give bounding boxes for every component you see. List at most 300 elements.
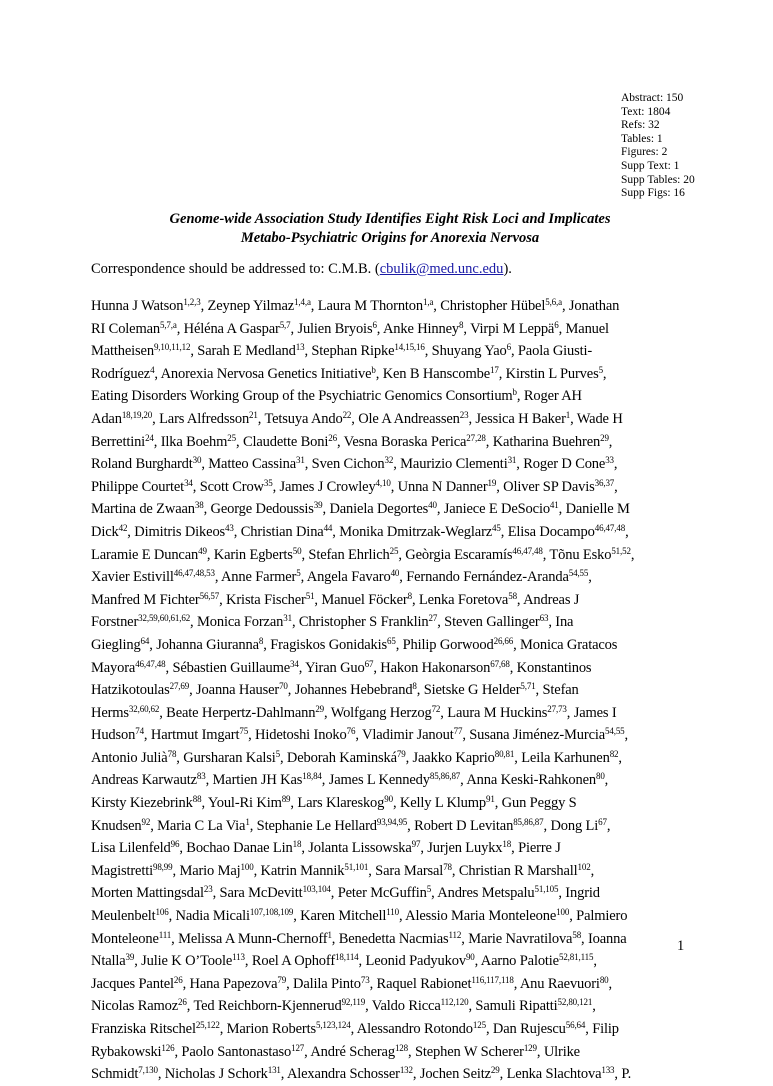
author-name: , Leila Karhunen bbox=[514, 749, 610, 766]
author-name: , Sara McDevitt bbox=[212, 885, 303, 902]
author-name: , Katharina Buehren bbox=[485, 433, 601, 450]
author-name: , Susana Jiménez-Murcia bbox=[462, 727, 606, 744]
author-name: Hunna J Watson bbox=[91, 298, 184, 314]
author-name: , bbox=[624, 727, 629, 744]
affiliation-superscript: 5,6,a bbox=[545, 297, 562, 307]
author-name: , bbox=[613, 456, 618, 473]
affiliation-superscript: 103,104 bbox=[302, 884, 331, 895]
author-name: , Katrin Mannik bbox=[253, 862, 345, 879]
author-name: , Karen Mitchell bbox=[293, 908, 387, 925]
affiliation-superscript: 23 bbox=[203, 884, 213, 895]
affiliation-superscript: 72 bbox=[431, 703, 441, 714]
affiliation-superscript: 22 bbox=[342, 409, 352, 420]
affiliation-superscript: 78 bbox=[167, 748, 177, 759]
affiliation-superscript: 75 bbox=[239, 726, 249, 737]
author-name: , Vesna Boraska Perica bbox=[336, 433, 467, 450]
affiliation-superscript: 30 bbox=[192, 455, 202, 466]
affiliation-superscript: b bbox=[512, 387, 517, 398]
affiliation-superscript: 31 bbox=[296, 455, 305, 466]
author-name: , bbox=[630, 546, 635, 563]
author-name: , Tõnu Esko bbox=[542, 546, 612, 563]
stat-line: Refs: 32 bbox=[621, 119, 660, 132]
author-name: , Bochao Danae Lin bbox=[179, 840, 293, 857]
author-name: , Monica Forzan bbox=[190, 614, 284, 631]
affiliation-superscript: 27,28 bbox=[466, 432, 486, 443]
affiliation-superscript: 27,73 bbox=[547, 703, 567, 714]
author-name: , Andres Metspalu bbox=[431, 885, 535, 902]
author-name: , Lars Alfredsson bbox=[152, 410, 250, 427]
affiliation-superscript: 54,55 bbox=[605, 726, 625, 737]
author-name: , Kirstin L Purves bbox=[498, 365, 599, 382]
affiliation-superscript: 76 bbox=[346, 726, 356, 737]
author-name: , Stephan Ripke bbox=[304, 343, 395, 360]
author-name: , Elisa Docampo bbox=[500, 523, 595, 540]
author-line bbox=[91, 634, 687, 657]
author-name: Knudsen bbox=[91, 817, 142, 834]
author-name: , Roger D Cone bbox=[516, 456, 606, 473]
author-name: , Ilka Boehm bbox=[153, 433, 228, 450]
author-name: , André Scherag bbox=[304, 1043, 395, 1060]
author-name: Mayora bbox=[91, 659, 136, 676]
stat-line: Tables: 1 bbox=[621, 132, 663, 145]
affiliation-superscript: 6 bbox=[506, 342, 511, 353]
affiliation-superscript: 125 bbox=[472, 1020, 486, 1030]
affiliation-superscript: 46,47,48,53 bbox=[173, 568, 215, 579]
affiliation-superscript: 5 bbox=[296, 568, 301, 579]
author-name: , Anne Farmer bbox=[214, 569, 297, 586]
author-line bbox=[91, 1018, 687, 1041]
author-name: , Paola Giusti- bbox=[510, 343, 593, 360]
author-line bbox=[91, 995, 687, 1018]
affiliation-superscript: 9,10,11,12 bbox=[153, 342, 191, 353]
affiliation-superscript: 52,81,115 bbox=[558, 952, 594, 963]
author-name: , Sarah E Medland bbox=[190, 343, 296, 360]
author-name: Jacques Pantel bbox=[91, 975, 174, 992]
affiliation-superscript: 45 bbox=[492, 522, 501, 533]
author-name: Herms bbox=[91, 704, 129, 721]
affiliation-superscript: 5 bbox=[598, 364, 603, 375]
author-name: , Beate Herpertz-Dahlmann bbox=[159, 704, 316, 721]
author-line bbox=[91, 340, 687, 363]
author-name: , Ingrid bbox=[558, 885, 600, 902]
author-name: , bbox=[588, 569, 592, 586]
author-name: , Joanna Hauser bbox=[189, 682, 280, 699]
affiliation-superscript: 64 bbox=[140, 635, 150, 646]
author-name: RI Coleman bbox=[91, 320, 160, 337]
affiliation-superscript: 1,4,a bbox=[294, 297, 311, 307]
affiliation-superscript: 113 bbox=[232, 952, 245, 963]
affiliation-superscript: 50 bbox=[292, 545, 302, 556]
author-name: , Scott Crow bbox=[192, 478, 264, 495]
author-name: , Christopher S Franklin bbox=[291, 614, 429, 631]
author-name: , Oliver SP Davis bbox=[496, 478, 595, 495]
author-name: , Paolo Santonastaso bbox=[174, 1043, 292, 1060]
affiliation-superscript: 17 bbox=[489, 364, 499, 375]
author-name: , Anu Raevuori bbox=[513, 975, 600, 992]
author-line bbox=[91, 769, 687, 792]
author-line bbox=[91, 950, 687, 973]
author-name: , Karin Egberts bbox=[206, 546, 293, 563]
affiliation-superscript: 51,101 bbox=[344, 861, 369, 872]
author-line bbox=[91, 860, 687, 883]
affiliation-superscript: 6 bbox=[554, 319, 559, 330]
affiliation-superscript: 90 bbox=[465, 952, 475, 963]
author-name: , Vladimir Janout bbox=[355, 727, 454, 744]
author-name: , Hana Papezova bbox=[182, 975, 278, 992]
affiliation-superscript: 1 bbox=[245, 816, 250, 827]
affiliation-superscript: 18 bbox=[502, 839, 512, 850]
author-name: , Daniela Degortes bbox=[322, 501, 429, 518]
affiliation-superscript: 38 bbox=[194, 500, 204, 511]
stat-line: Text: 1804 bbox=[621, 105, 671, 118]
author-line bbox=[91, 589, 687, 612]
affiliation-superscript: 67,68 bbox=[490, 658, 510, 669]
page-number: 1 bbox=[677, 938, 685, 954]
manuscript-stats bbox=[621, 92, 695, 201]
author-name: Magistretti bbox=[91, 862, 153, 879]
author-name: Adan bbox=[91, 410, 122, 427]
correspondence-line bbox=[91, 261, 512, 278]
affiliation-superscript: 100 bbox=[556, 907, 570, 918]
author-name: Dick bbox=[91, 523, 119, 540]
author-name: , Martien JH Kas bbox=[205, 772, 303, 789]
affiliation-superscript: 31 bbox=[507, 455, 517, 466]
author-name: , Benedetta Nacmias bbox=[331, 930, 449, 947]
affiliation-superscript: 19 bbox=[487, 477, 497, 488]
affiliation-superscript: 56,64 bbox=[565, 1020, 586, 1030]
author-name: , Ina bbox=[548, 614, 574, 631]
affiliation-superscript: 89 bbox=[281, 794, 291, 805]
paper-title bbox=[90, 210, 690, 248]
author-line bbox=[91, 385, 687, 408]
author-name: , Johannes Hebebrand bbox=[287, 682, 413, 699]
author-name: , Peter McGuffin bbox=[330, 885, 427, 902]
author-line bbox=[91, 611, 687, 634]
affiliation-superscript: 98,99 bbox=[152, 861, 173, 872]
author-name: , Ken B Hanscombe bbox=[375, 365, 490, 382]
author-name: , Valdo Ricca bbox=[365, 998, 441, 1015]
author-line bbox=[91, 295, 687, 318]
author-name: Berrettini bbox=[91, 433, 146, 450]
affiliation-superscript: 34 bbox=[290, 658, 299, 669]
affiliation-superscript: 21 bbox=[249, 409, 258, 420]
affiliation-superscript: 107,108,109 bbox=[249, 907, 294, 918]
author-name: , bbox=[608, 975, 612, 992]
affiliation-superscript: 18 bbox=[292, 839, 302, 850]
author-name: , Yiran Guo bbox=[298, 659, 365, 676]
affiliation-superscript: 85,86,87 bbox=[513, 816, 544, 827]
author-name: , P. bbox=[614, 1066, 632, 1083]
author-name: , Laura M Huckins bbox=[440, 704, 548, 721]
affiliation-superscript: 43 bbox=[225, 522, 234, 533]
author-name: , Wade H bbox=[570, 410, 623, 427]
affiliation-superscript: 40 bbox=[390, 568, 400, 579]
author-name: Rybakowski bbox=[91, 1043, 162, 1060]
affiliation-superscript: 92 bbox=[141, 816, 151, 827]
affiliation-superscript: 58 bbox=[508, 590, 517, 601]
author-name: , Dimitris Dikeos bbox=[127, 523, 226, 540]
author-name: , Leonid Padyukov bbox=[358, 953, 466, 970]
affiliation-superscript: 8 bbox=[412, 681, 417, 692]
affiliation-superscript: 8 bbox=[407, 590, 412, 601]
affiliation-superscript: 18,84 bbox=[302, 771, 322, 782]
affiliation-superscript: 65 bbox=[386, 635, 396, 646]
author-name: , Mario Maj bbox=[172, 862, 241, 879]
author-name: , Sara Marsal bbox=[368, 862, 444, 879]
author-name: , Manuel Föcker bbox=[314, 591, 408, 608]
author-name: , Manuel bbox=[558, 320, 609, 337]
author-name: , Kelly L Klump bbox=[392, 795, 487, 812]
affiliation-superscript: 129 bbox=[523, 1042, 537, 1053]
author-name: , Jessica H Baker bbox=[468, 410, 566, 427]
author-name: , Alexandra Schosser bbox=[280, 1066, 400, 1083]
author-name: Xavier Estivill bbox=[91, 569, 174, 586]
affiliation-superscript: 80 bbox=[595, 771, 605, 782]
author-name: , Wolfgang Herzog bbox=[324, 704, 432, 721]
affiliation-superscript: 116,117,118 bbox=[471, 974, 514, 985]
affiliation-superscript: 133 bbox=[601, 1065, 615, 1076]
affiliation-superscript: 67 bbox=[598, 816, 607, 827]
author-name: , Janiece E DeSocio bbox=[436, 501, 550, 518]
stat-line: Abstract: 150 bbox=[621, 92, 684, 104]
affiliation-superscript: 27 bbox=[428, 613, 438, 624]
author-name: , Alessio Maria Monteleone bbox=[398, 908, 557, 925]
author-name: , Ted Reichborn-Kjennerud bbox=[186, 998, 342, 1015]
author-line bbox=[91, 882, 687, 905]
affiliation-superscript: 36,37 bbox=[594, 477, 615, 488]
author-name: , bbox=[618, 749, 622, 766]
author-name: Manfred M Fichter bbox=[91, 591, 200, 608]
author-name: , James I bbox=[566, 704, 617, 721]
affiliation-superscript: 100 bbox=[240, 861, 254, 872]
affiliation-superscript: 4 bbox=[150, 364, 155, 375]
affiliation-superscript: 97 bbox=[411, 839, 421, 850]
affiliation-superscript: 32,60,62 bbox=[128, 703, 160, 714]
author-name: , Andreas J bbox=[516, 591, 580, 608]
affiliation-superscript: 29 bbox=[600, 432, 609, 443]
author-name: , Gursharan Kalsi bbox=[176, 749, 276, 766]
author-line bbox=[91, 318, 687, 341]
author-line bbox=[91, 363, 687, 386]
affiliation-superscript: 41 bbox=[549, 500, 559, 511]
author-name: , Dan Rujescu bbox=[485, 1021, 566, 1037]
stat-line: Supp Text: 1 bbox=[621, 159, 680, 172]
author-name: , Samuli Ripatti bbox=[468, 998, 558, 1015]
affiliation-superscript: 85,86,87 bbox=[429, 771, 461, 782]
author-name: , Jurjen Luykx bbox=[420, 840, 503, 857]
author-name: , bbox=[608, 433, 613, 450]
author-name: Antonio Julià bbox=[91, 749, 168, 766]
affiliation-superscript: 32,59,60,61,62 bbox=[138, 613, 191, 624]
author-name: , Roger AH bbox=[516, 388, 582, 405]
author-name: , Anorexia Nervosa Genetics Initiative bbox=[154, 365, 372, 382]
author-name: Laramie E Duncan bbox=[91, 546, 199, 563]
author-line bbox=[91, 453, 687, 476]
author-name: , Deborah Kaminská bbox=[279, 749, 397, 766]
affiliation-superscript: 5 bbox=[275, 748, 280, 759]
author-name: , Sven Cichon bbox=[304, 456, 385, 473]
author-name: , Hidetoshi Inoko bbox=[248, 727, 347, 744]
affiliation-superscript: 78 bbox=[443, 861, 452, 872]
affiliation-superscript: 90 bbox=[384, 794, 393, 805]
author-name: , Fragiskos Gonidakis bbox=[263, 636, 387, 653]
author-line bbox=[91, 702, 687, 725]
affiliation-superscript: 52,80,121 bbox=[557, 997, 593, 1008]
author-name: , Konstantinos bbox=[509, 659, 592, 676]
author-name: Andreas Karwautz bbox=[91, 772, 197, 789]
author-name: , Fernando Fernández-Aranda bbox=[399, 569, 569, 586]
author-line bbox=[91, 544, 687, 567]
affiliation-superscript: 88 bbox=[192, 794, 202, 805]
affiliation-superscript: 91 bbox=[486, 794, 495, 805]
affiliation-superscript: 111 bbox=[158, 929, 172, 940]
author-name: , Zeynep Yilmaz bbox=[200, 298, 295, 314]
affiliation-superscript: 80,81 bbox=[494, 748, 515, 759]
affiliation-superscript: 27,69 bbox=[169, 681, 190, 692]
affiliation-superscript: 4,10 bbox=[375, 477, 391, 488]
affiliation-superscript: 32 bbox=[384, 455, 394, 466]
author-name: , bbox=[614, 478, 618, 495]
author-name: , Nicholas J Schork bbox=[157, 1066, 268, 1083]
affiliation-superscript: 46,47,48 bbox=[512, 545, 543, 556]
author-line bbox=[91, 747, 687, 770]
affiliation-superscript: 128 bbox=[394, 1042, 408, 1053]
correspondence-prefix: Correspondence should be addressed to: C.M.B. ( bbox=[91, 261, 380, 277]
affiliation-superscript: 127 bbox=[291, 1042, 305, 1053]
affiliation-superscript: 112 bbox=[448, 929, 462, 940]
author-name: Schmidt bbox=[91, 1066, 139, 1083]
author-name: , bbox=[606, 817, 611, 834]
author-line bbox=[91, 1041, 687, 1064]
author-line bbox=[91, 431, 687, 454]
affiliation-superscript: 13 bbox=[295, 342, 305, 353]
affiliation-superscript: 18,114 bbox=[335, 952, 359, 963]
author-name: , Roel A Ophoff bbox=[244, 953, 335, 970]
author-name: , Stephen W Scherer bbox=[408, 1043, 524, 1060]
author-name: , Christian Dina bbox=[233, 523, 324, 540]
affiliation-superscript: 77 bbox=[453, 726, 463, 737]
affiliation-superscript: 35 bbox=[263, 477, 273, 488]
affiliation-superscript: 83 bbox=[196, 771, 206, 782]
author-name: , Sietske G Helder bbox=[416, 682, 521, 699]
correspondence-email-link[interactable]: cbulik@med.unc.edu bbox=[379, 261, 504, 277]
author-name: , Krista Fischer bbox=[219, 591, 306, 608]
author-line bbox=[91, 815, 687, 838]
author-name: , Christopher Hübel bbox=[433, 298, 546, 314]
author-name: , Pierre J bbox=[511, 840, 561, 857]
author-name: , Claudette Boni bbox=[236, 433, 329, 450]
author-name: , Héléna A Gaspar bbox=[176, 320, 280, 337]
affiliation-superscript: 5,71 bbox=[520, 681, 536, 692]
stat-line: Supp Tables: 20 bbox=[621, 173, 695, 186]
author-name: , James J Crowley bbox=[272, 478, 376, 495]
affiliation-superscript: 58 bbox=[572, 929, 582, 940]
author-name: , Monika Dmitrzak-Weglarz bbox=[332, 523, 493, 540]
author-name: , Geòrgia Escaramís bbox=[398, 546, 513, 563]
affiliation-superscript: 92,119 bbox=[341, 997, 366, 1008]
affiliation-superscript: 73 bbox=[360, 974, 370, 985]
author-name: , Palmiero bbox=[569, 908, 628, 925]
author-name: , bbox=[604, 772, 609, 789]
author-name: Rodríguez bbox=[91, 365, 151, 382]
author-line bbox=[91, 905, 687, 928]
affiliation-superscript: 34 bbox=[184, 477, 193, 488]
affiliation-superscript: 18,19,20 bbox=[121, 409, 153, 420]
author-name: Hudson bbox=[91, 727, 136, 744]
author-name: , Maurizio Clementi bbox=[393, 456, 508, 473]
author-name: , Stefan Ehrlich bbox=[301, 546, 390, 563]
author-name: Ntalla bbox=[91, 953, 126, 970]
affiliation-superscript: 5 bbox=[426, 884, 432, 895]
affiliation-superscript: 31 bbox=[283, 613, 292, 624]
affiliation-superscript: 1,2,3 bbox=[183, 297, 201, 307]
affiliation-superscript: 6 bbox=[372, 319, 377, 330]
correspondence-suffix: ). bbox=[503, 261, 512, 277]
author-line bbox=[91, 837, 687, 860]
affiliation-superscript: 74 bbox=[135, 726, 144, 737]
affiliation-superscript: 25 bbox=[227, 432, 236, 443]
author-name: , Dalila Pinto bbox=[286, 975, 361, 992]
author-name: , Jaakko Kaprio bbox=[405, 749, 495, 766]
author-name: Nicolas Ramoz bbox=[91, 998, 179, 1015]
author-line bbox=[91, 928, 687, 951]
affiliation-superscript: 26,66 bbox=[493, 635, 514, 646]
author-name: , Jonathan bbox=[561, 298, 620, 314]
affiliation-superscript: 26 bbox=[328, 432, 337, 443]
author-name: , Virpi M Leppä bbox=[463, 320, 555, 337]
author-name: , Gun Peggy S bbox=[494, 795, 577, 812]
affiliation-superscript: b bbox=[371, 364, 376, 375]
author-name: , bbox=[590, 862, 595, 879]
affiliation-superscript: 25 bbox=[389, 545, 399, 556]
author-name: Meulenbelt bbox=[91, 908, 156, 925]
affiliation-superscript: 24 bbox=[145, 432, 154, 443]
author-name: , Julien Bryois bbox=[290, 320, 373, 337]
author-name: , bbox=[625, 523, 629, 540]
author-name: , Danielle M bbox=[558, 501, 630, 518]
author-name: , Nadia Micali bbox=[168, 908, 250, 925]
author-name: Forstner bbox=[91, 614, 139, 631]
author-name: , Aarno Palotie bbox=[474, 953, 559, 970]
author-name: , Filip bbox=[585, 1021, 619, 1037]
author-name: , Angela Favaro bbox=[300, 569, 391, 586]
author-name: , Marion Roberts bbox=[219, 1021, 316, 1037]
affiliation-superscript: 23 bbox=[459, 409, 469, 420]
affiliation-superscript: 79 bbox=[277, 974, 287, 985]
author-name: Roland Burghardt bbox=[91, 456, 193, 473]
affiliation-superscript: 1 bbox=[565, 409, 571, 420]
author-name: , Raquel Rabionet bbox=[369, 975, 472, 992]
author-name: , Stefan bbox=[535, 682, 579, 699]
author-line bbox=[91, 476, 687, 499]
author-name: , Lars Klareskog bbox=[290, 795, 385, 812]
affiliation-superscript: 5,123,124 bbox=[315, 1020, 351, 1030]
author-name: , Anna Keski-Rahkonen bbox=[460, 772, 596, 789]
author-line bbox=[91, 498, 687, 521]
affiliation-superscript: 49 bbox=[198, 545, 207, 556]
author-name: , Hakon Hakonarson bbox=[373, 659, 491, 676]
affiliation-superscript: 63 bbox=[539, 613, 549, 624]
author-name: Kirsty Kiezebrink bbox=[91, 795, 193, 812]
author-name: , Julie K O’Toole bbox=[134, 953, 233, 970]
author-name: , Alessandro Rotondo bbox=[350, 1021, 473, 1037]
affiliation-superscript: 56,57 bbox=[199, 590, 220, 601]
author-name: , bbox=[592, 998, 596, 1015]
affiliation-superscript: 51 bbox=[305, 590, 315, 601]
author-name: , Christian R Marshall bbox=[451, 862, 578, 879]
author-name: , Jochen Seitz bbox=[412, 1066, 491, 1083]
author-list bbox=[91, 295, 687, 1083]
